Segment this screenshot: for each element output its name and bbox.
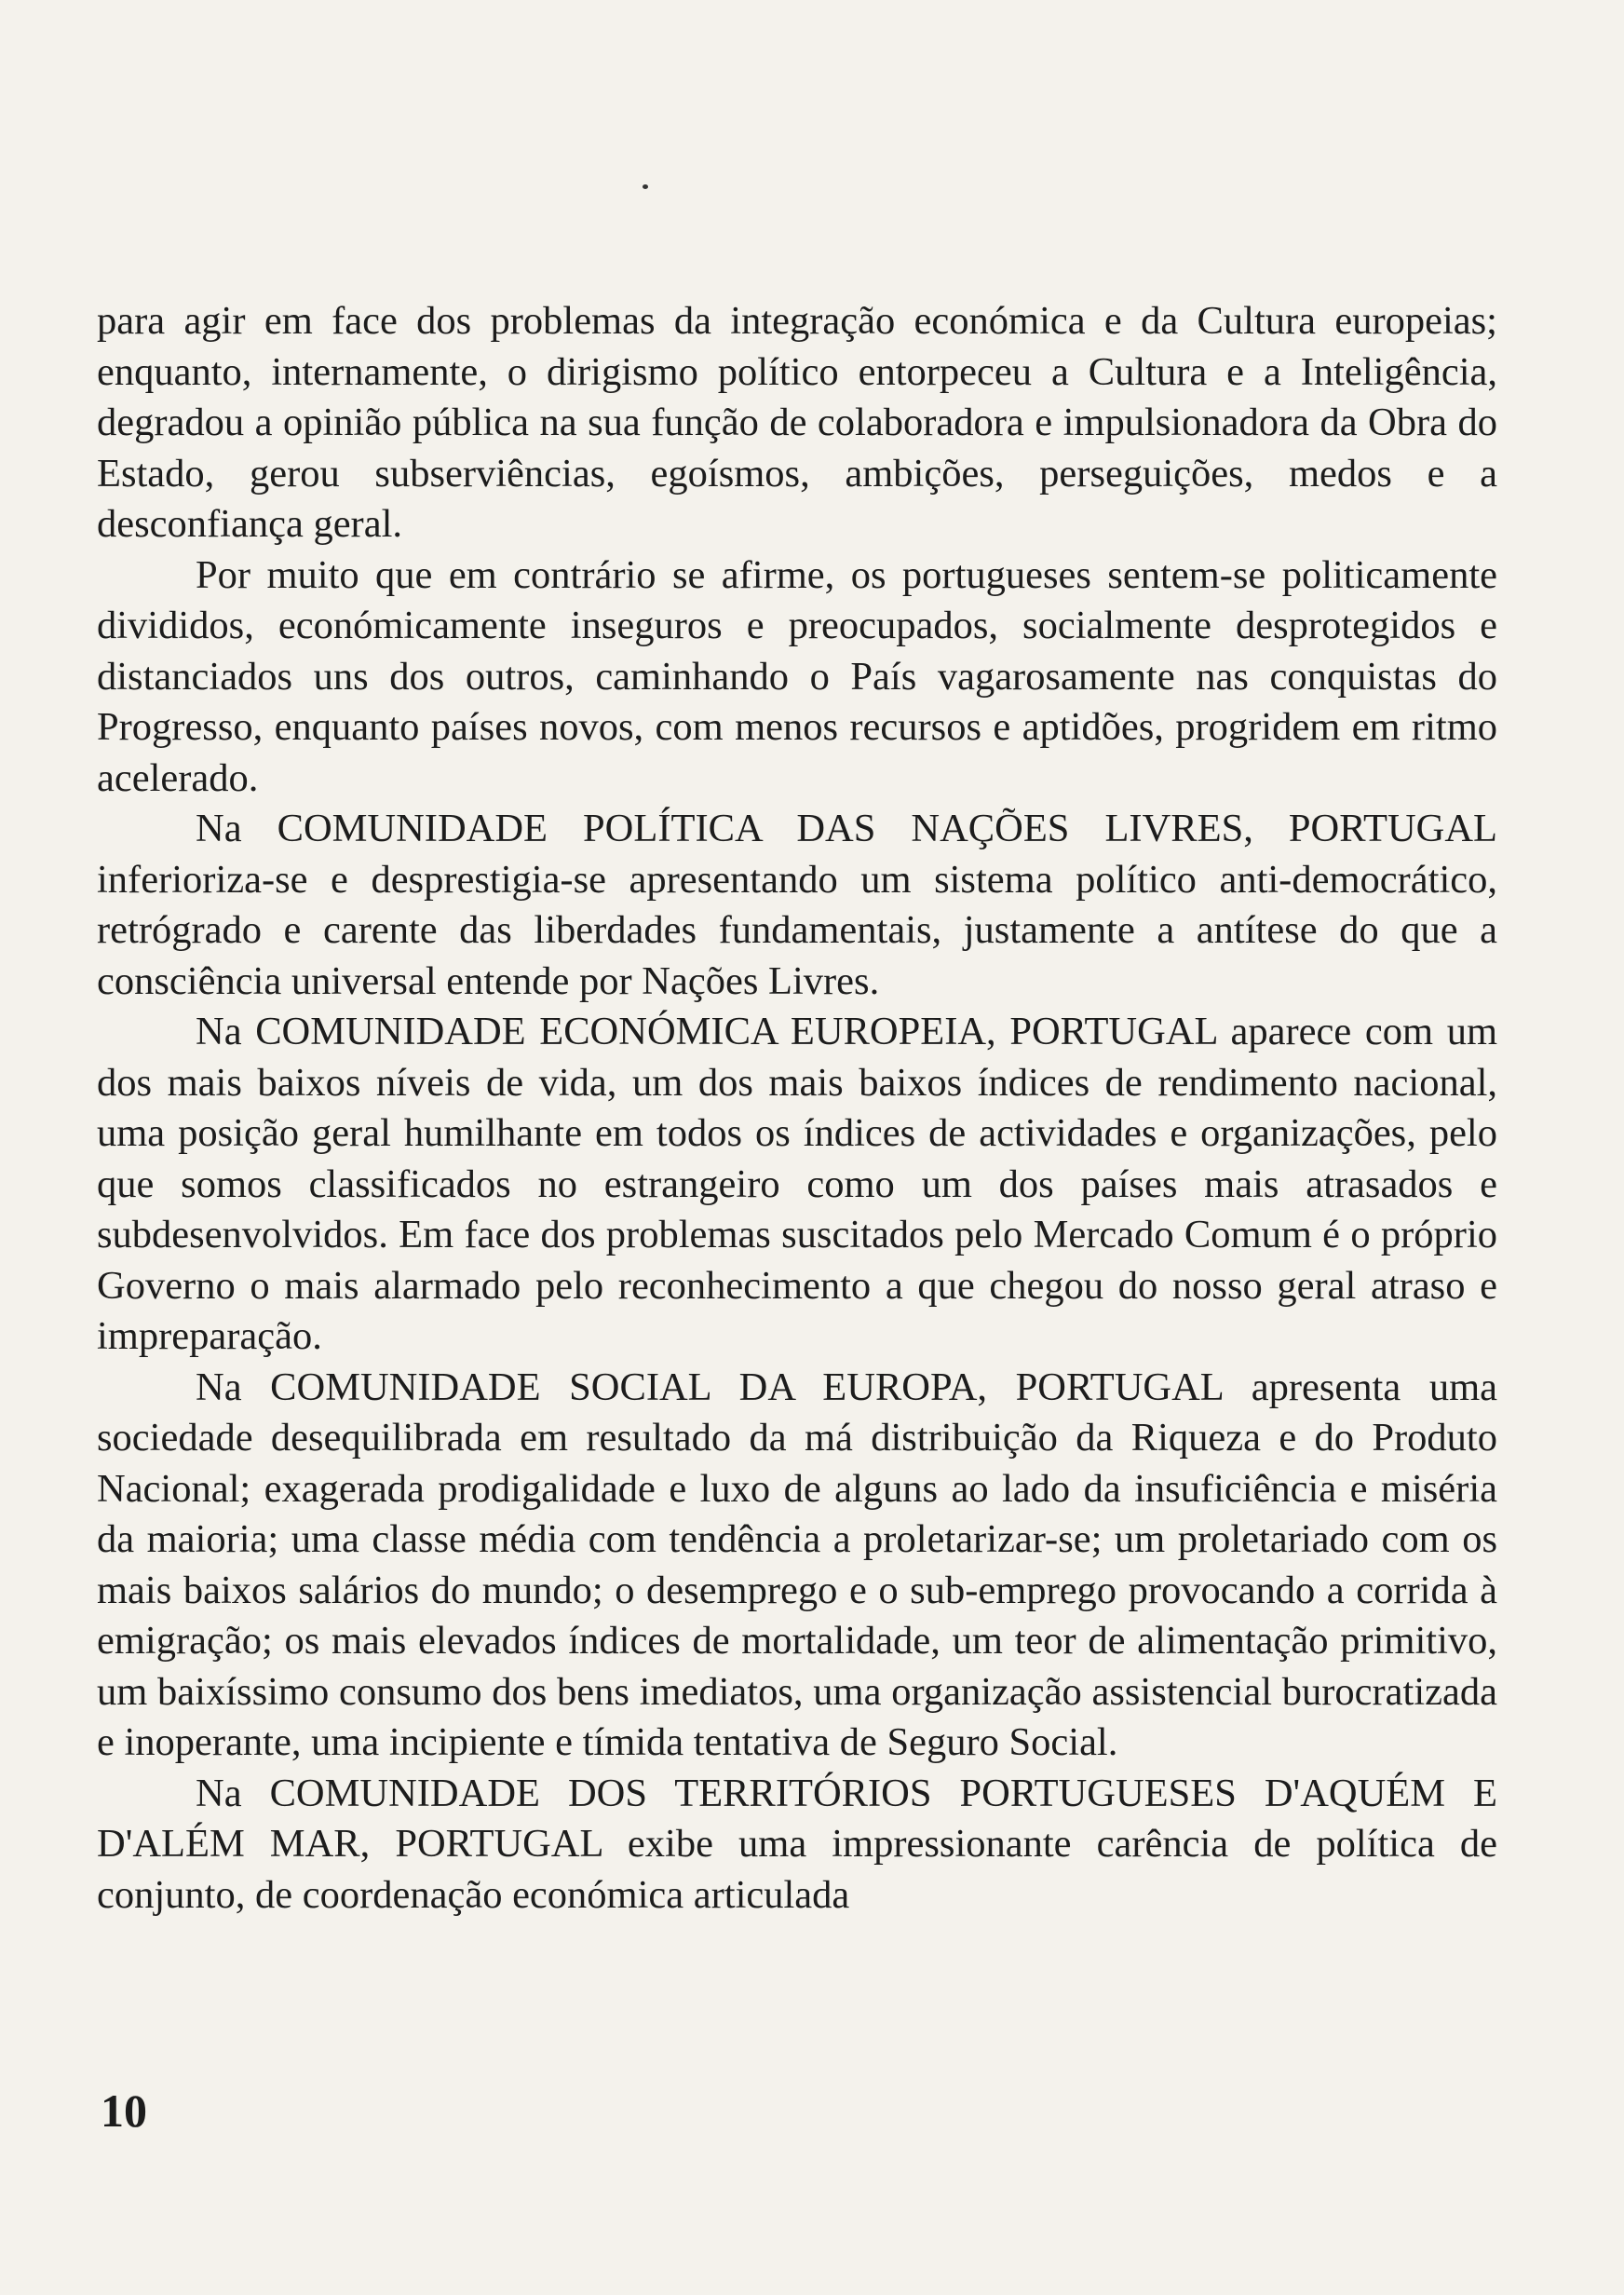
print-speck (643, 184, 648, 189)
paragraph-2: Por muito que em contrário se afirme, os portugueses sentem-se politicamente divididos, económicamente inseguros e preocupados, socialmente desprotegidos e distanciados uns dos outros, caminhando o País vagarosamente nas conquistas do Progresso, enquanto países novos, com menos recursos e aptidões, progridem em ritmo acelerado. (97, 552, 1497, 800)
page-number: 10 (101, 2085, 147, 2137)
paragraph-4: Na COMUNIDADE ECONÓMICA EUROPEIA, PORTUGAL aparece com um dos mais baixos níveis de vida, um dos mais baixos índices de rendimento nacional, uma posição geral humilhante em todos os índices de actividades e organizações, pelo que somos classificados no estrangeiro como um dos países mais atrasados e subdesenvolvidos. Em face dos problemas suscitados pelo Mercado Comum é o próprio Governo o mais alarmado pelo reconhecimento a que chegou do nosso geral atraso e impreparação. (97, 1010, 1497, 1358)
paragraph-3: Na COMUNIDADE POLÍTICA DAS NAÇÕES LIVRES, PORTUGAL inferioriza-se e desprestigia-se apresentando um sistema político anti-democrático, retrógrado e carente das liberdades fundamentais, justamente a antítese do que a consciência universal entende por Nações Livres. (97, 807, 1497, 1003)
paragraph-6: Na COMUNIDADE DOS TERRITÓRIOS PORTUGUESES D'AQUÉM E D'ALÉM MAR, PORTUGAL exibe uma impressionante carência de política de conjunto, de coordenação económica articulada (97, 1771, 1497, 1917)
paragraph-5: Na COMUNIDADE SOCIAL DA EUROPA, PORTUGAL apresenta uma sociedade desequilibrada em resultado da má distribuição da Riqueza e do Produto Nacional; exagerada prodigalidade e luxo de alguns ao lado da insuficiência e miséria da maioria; uma classe média com tendência a proletarizar-se; um proletariado com os mais baixos salários do mundo; o desemprego e o sub-emprego provocando a corrida à emigração; os mais elevados índices de mortalidade, um teor de alimentação primitivo, um baixíssimo consumo dos bens imediatos, uma organização assistencial burocratizada e inoperante, uma incipiente e tímida tentativa de Seguro Social. (97, 1365, 1497, 1764)
paragraph-1: para agir em face dos problemas da integração económica e da Cultura europeias; enquanto, internamente, o dirigismo político entorpeceu a Cultura e a Inteligência, degradou a opinião pública na sua função de colaboradora e impulsionadora da Obra do Estado, gerou subserviências, egoísmos, ambições, perseguições, medos e a desconfiança geral. (97, 299, 1497, 546)
body-text (97, 296, 1497, 1921)
